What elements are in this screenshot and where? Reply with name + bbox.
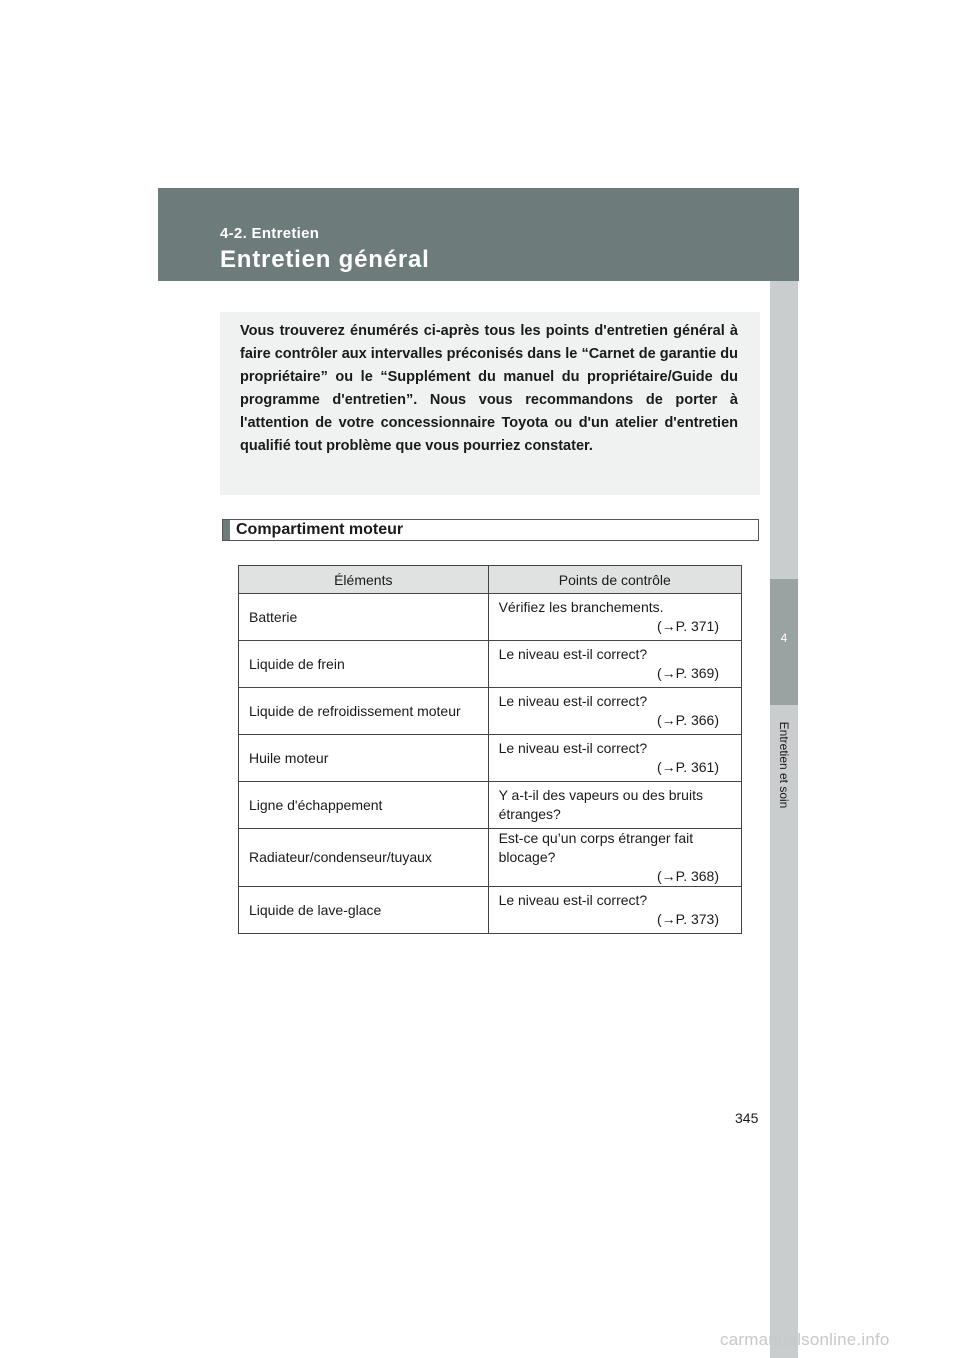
table-row [239, 782, 742, 829]
maintenance-table [238, 565, 742, 934]
chapter-number: 4 [780, 631, 788, 645]
subheading: Compartiment moteur [236, 521, 404, 538]
column-header-checks: Points de contrôle [488, 566, 741, 594]
check-text: Le niveau est-il correct? [498, 892, 648, 908]
check-text: Vérifiez les branchements. [498, 599, 664, 615]
page-reference: (→P. 373) [657, 911, 719, 927]
chapter-header [158, 188, 799, 281]
table-row [239, 641, 742, 688]
table-row [239, 735, 742, 782]
check-text: Y a-t-il des vapeurs ou des bruits étranges? [498, 787, 703, 822]
item-cell: Liquide de lave-glace [239, 887, 489, 934]
table-row [239, 688, 742, 735]
subheading-bar [223, 520, 230, 540]
table-header-row [239, 566, 742, 594]
page-reference: (→P. 366) [657, 712, 719, 728]
item-cell: Radiateur/condenseur/tuyaux [239, 829, 489, 887]
item-cell: Ligne d'échappement [239, 782, 489, 829]
page-reference: (→P. 371) [657, 618, 719, 634]
table-row [239, 887, 742, 934]
item-cell: Batterie [239, 594, 489, 641]
side-tab-strip-upper [770, 281, 798, 579]
watermark: carmanualsonline.info [720, 1330, 890, 1349]
check-text: Le niveau est-il correct? [498, 646, 648, 662]
check-text: Le niveau est-il correct? [498, 693, 648, 709]
subheading-box [222, 519, 759, 541]
column-header-items: Éléments [239, 566, 489, 594]
page-number: 345 [735, 1110, 759, 1126]
check-cell [488, 594, 741, 641]
check-cell [488, 688, 741, 735]
check-cell [488, 782, 741, 829]
check-cell [488, 829, 741, 887]
page-reference: (→P. 368) [657, 868, 719, 884]
check-cell [488, 641, 741, 688]
intro-text: Vous trouverez énumérés ci-après tous les points d'entretien général à faire contrôler aux intervalles préconisés dans le “Carnet de garantie du propriétaire” ou le “Supplément du manuel du propriétaire/Guide du programme d'entretien”. Nous vous recommandons de porter à l'attention de votre concessionnaire Toyota ou d'un atelier d'entretien qualifié tout problème que vous pourriez constater. [240, 323, 738, 454]
check-text: Est-ce qu’un corps étranger fait blocage? [498, 830, 694, 865]
intro-box [220, 312, 760, 495]
table-row [239, 594, 742, 641]
table-row [239, 829, 742, 887]
item-cell: Huile moteur [239, 735, 489, 782]
chapter-title: Entretien et soin [777, 721, 791, 809]
check-cell [488, 735, 741, 782]
item-cell: Liquide de refroidissement moteur [239, 688, 489, 735]
page-reference: (→P. 361) [657, 759, 719, 775]
chapter-tab-label [770, 705, 798, 845]
page-reference: (→P. 369) [657, 665, 719, 681]
check-text: Le niveau est-il correct? [498, 740, 648, 756]
section-label: 4-2. Entretien [220, 225, 320, 242]
chapter-tab-number [770, 579, 798, 705]
page-title: Entretien général [220, 246, 430, 273]
item-cell: Liquide de frein [239, 641, 489, 688]
check-cell [488, 887, 741, 934]
